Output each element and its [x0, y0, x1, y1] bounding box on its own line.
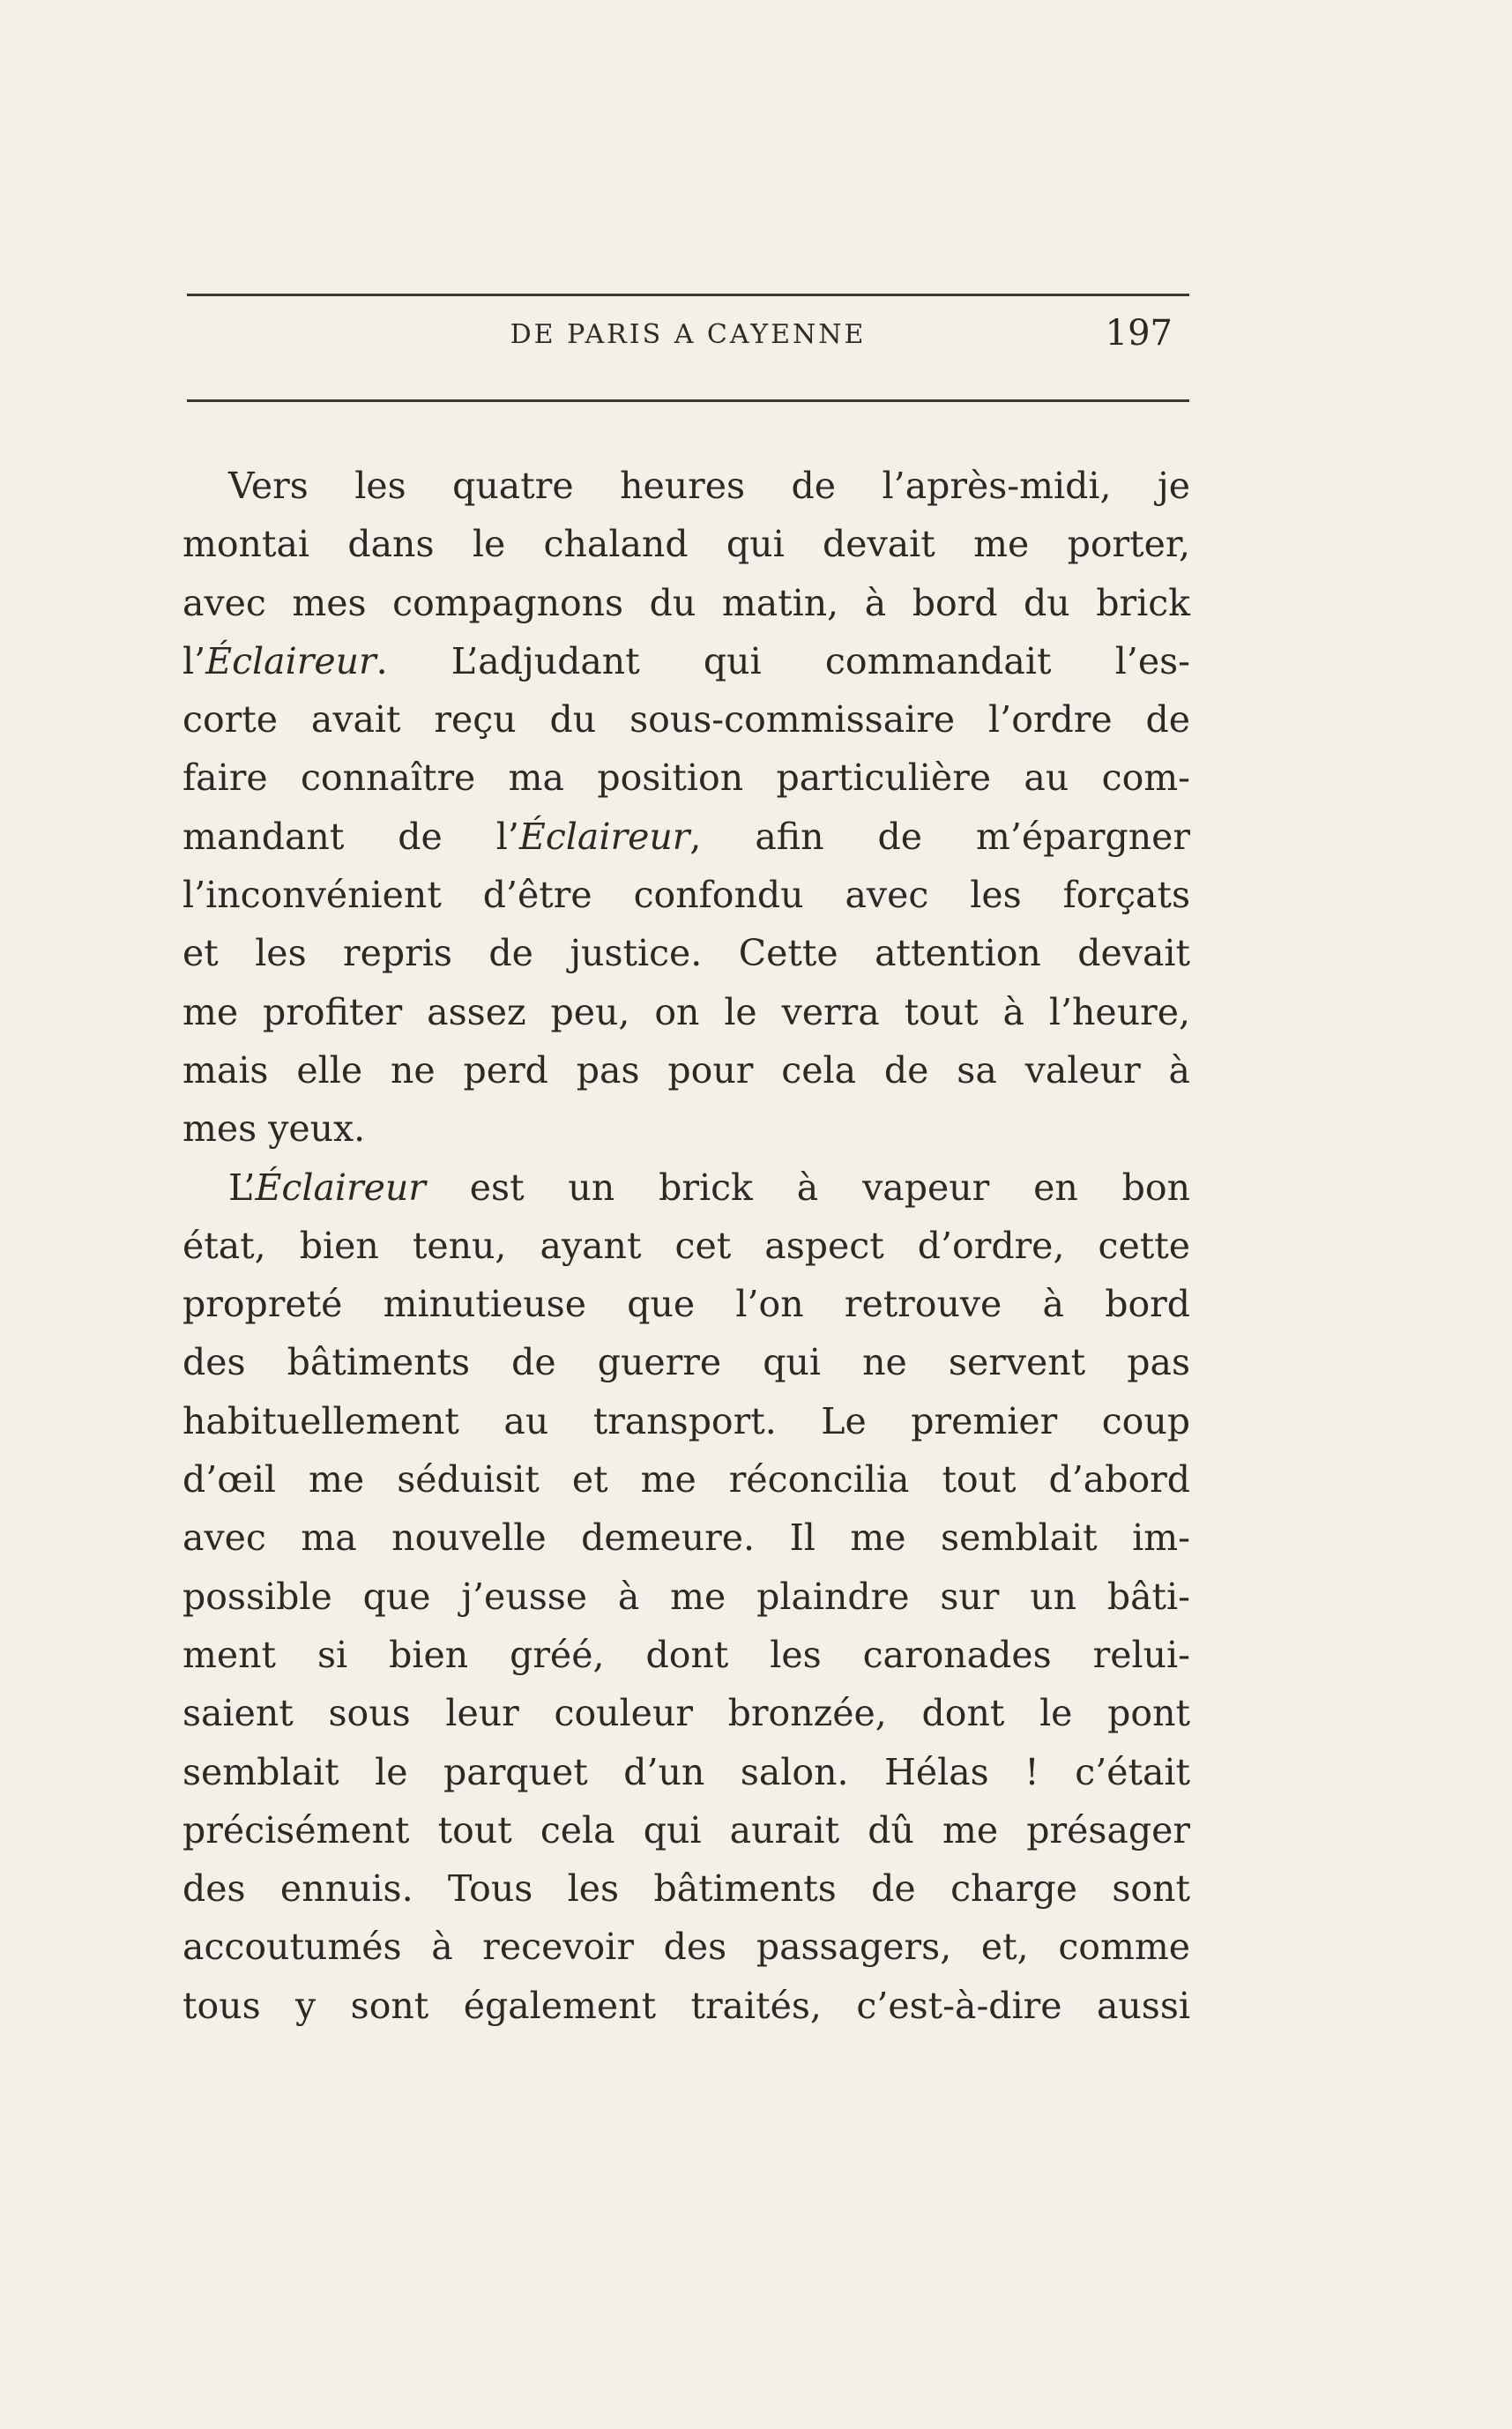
text-line: montai dans le chaland qui devait me porter,: [182, 523, 1190, 566]
header-bottom-rule: [187, 399, 1189, 402]
text-line: des ennuis. Tous les bâtiments de charge sont: [182, 1867, 1190, 1911]
body-text: [182, 457, 1190, 2035]
text-line: faire connaître ma position particulière au com-: [182, 756, 1190, 800]
text-line: saient sous leur couleur bronzée, dont le pont: [182, 1692, 1190, 1735]
text-line: tous y sont également traités, c’est-à-dire aussi: [182, 1984, 1190, 2027]
text-line: corte avait reçu du sous-commissaire l’ordre de: [182, 698, 1190, 741]
text-line: semblait le parquet d’un salon. Hélas ! c’était: [182, 1750, 1190, 1793]
text-line: l’inconvénient d’être confondu avec les forçats: [182, 874, 1190, 917]
text-line: état, bien tenu, ayant cet aspect d’ordre, cette: [182, 1224, 1190, 1267]
text-line: mais elle ne perd pas pour cela de sa valeur à: [182, 1048, 1190, 1092]
text-line: et les repris de justice. Cette attention devait: [182, 932, 1190, 975]
text-line: Vers les quatre heures de l’après-midi, je: [228, 465, 1190, 507]
text-line: avec ma nouvelle demeure. Il me semblait im-: [182, 1516, 1190, 1560]
page-number: 197: [1105, 313, 1173, 354]
text-line: habituellement au transport. Le premier coup: [182, 1399, 1190, 1442]
text-line: possible que j’eusse à me plaindre sur un bâti-: [182, 1575, 1190, 1618]
text-line: mandant de l’Éclaireur, afin de m’épargner: [182, 815, 1190, 858]
running-title: DE PARIS A CAYENNE: [510, 319, 867, 350]
text-line: d’œil me séduisit et me réconcilia tout d’abord: [182, 1458, 1190, 1501]
text-line: mes yeux.: [182, 1107, 366, 1151]
text-line: des bâtiments de guerre qui ne servent pas: [182, 1341, 1190, 1384]
text-line: me profiter assez peu, on le verra tout à l’heure,: [182, 990, 1190, 1033]
header-top-rule: [187, 294, 1189, 296]
text-line: avec mes compagnons du matin, à bord du brick: [182, 581, 1190, 624]
text-line: L’Éclaireur est un brick à vapeur en bon: [228, 1166, 1190, 1209]
text-line: l’Éclaireur. L’adjudant qui commandait l’es-: [182, 639, 1190, 682]
text-line: ment si bien gréé, dont les caronades relui-: [182, 1633, 1190, 1676]
text-line: précisément tout cela qui aurait dû me présager: [182, 1808, 1190, 1852]
text-line: accoutumés à recevoir des passagers, et, comme: [182, 1926, 1190, 1969]
text-line: propreté minutieuse que l’on retrouve à bord: [182, 1283, 1190, 1326]
